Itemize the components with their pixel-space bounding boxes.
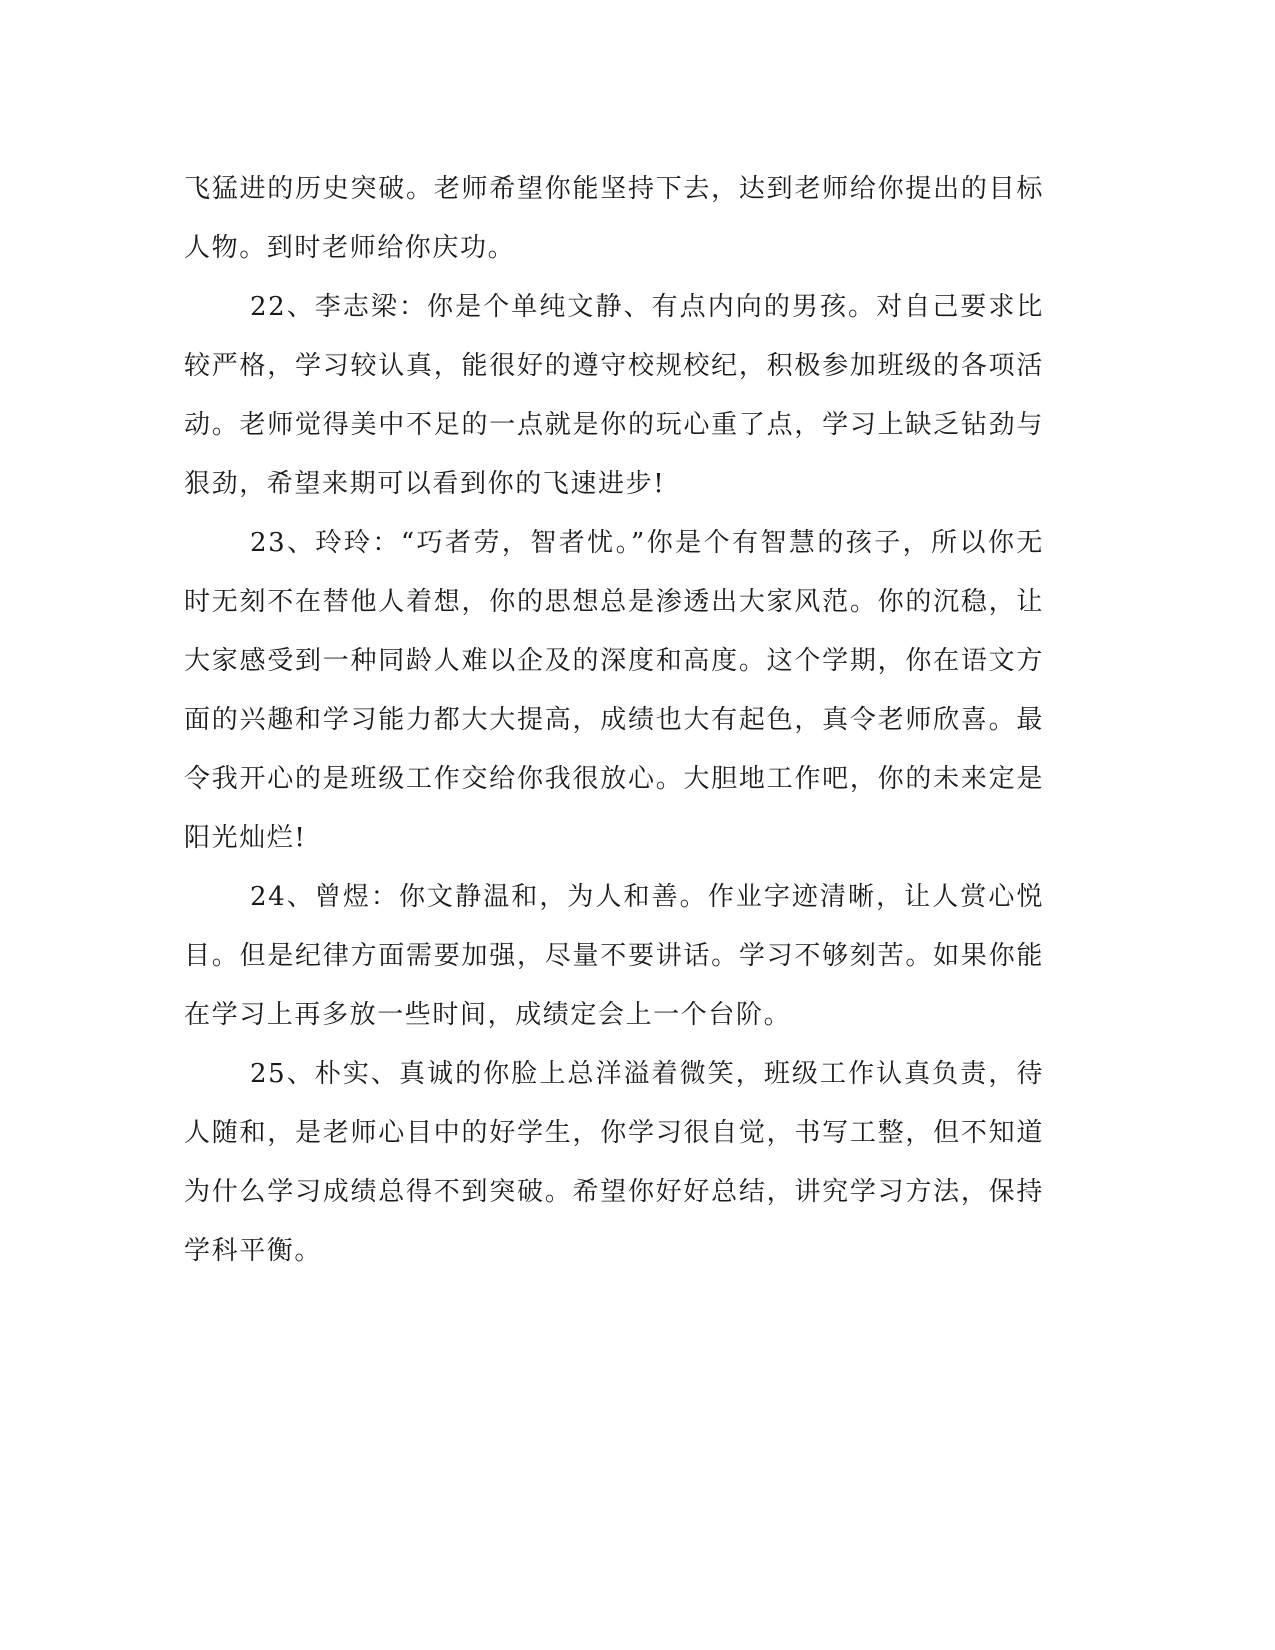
- document-body: [184, 160, 1044, 1281]
- paragraph-comment-24: 24、曾煜：你文静温和，为人和善。作业字迹清晰，让人赏心悦目。但是纪律方面需要加强，尽量不要讲话。学习不够刻苦。如果你能在学习上再多放一些时间，成绩定会上一个台阶。: [184, 882, 1044, 1030]
- paragraph-comment-22: 22、李志梁：你是个单纯文静、有点内向的男孩。对自己要求比较严格，学习较认真，能很好的遵守校规校纪，积极参加班级的各项活动。老师觉得美中不足的一点就是你的玩心重了点，学习上缺乏钻劲与狠劲，希望来期可以看到你的飞速进步!: [184, 292, 1044, 499]
- paragraph-comment-25: 25、朴实、真诚的你脸上总洋溢着微笑，班级工作认真负责，待人随和，是老师心目中的好学生，你学习很自觉，书写工整，但不知道为什么学习成绩总得不到突破。希望你好好总结，讲究学习方法，保持学科平衡。: [184, 1059, 1044, 1266]
- paragraph-continuation: 飞猛进的历史突破。老师希望你能坚持下去，达到老师给你提出的目标人物。到时老师给你庆功。: [184, 174, 1044, 263]
- paragraph-comment-23: 23、玲玲：“巧者劳，智者忧。”你是个有智慧的孩子，所以你无时无刻不在替他人着想，你的思想总是渗透出大家风范。你的沉稳，让大家感受到一种同龄人难以企及的深度和高度。这个学期，你在语文方面的兴趣和学习能力都大大提高，成绩也大有起色，真令老师欣喜。最令我开心的是班级工作交给你我很放心。大胆地工作吧，你的未来定是阳光灿烂!: [184, 528, 1044, 853]
